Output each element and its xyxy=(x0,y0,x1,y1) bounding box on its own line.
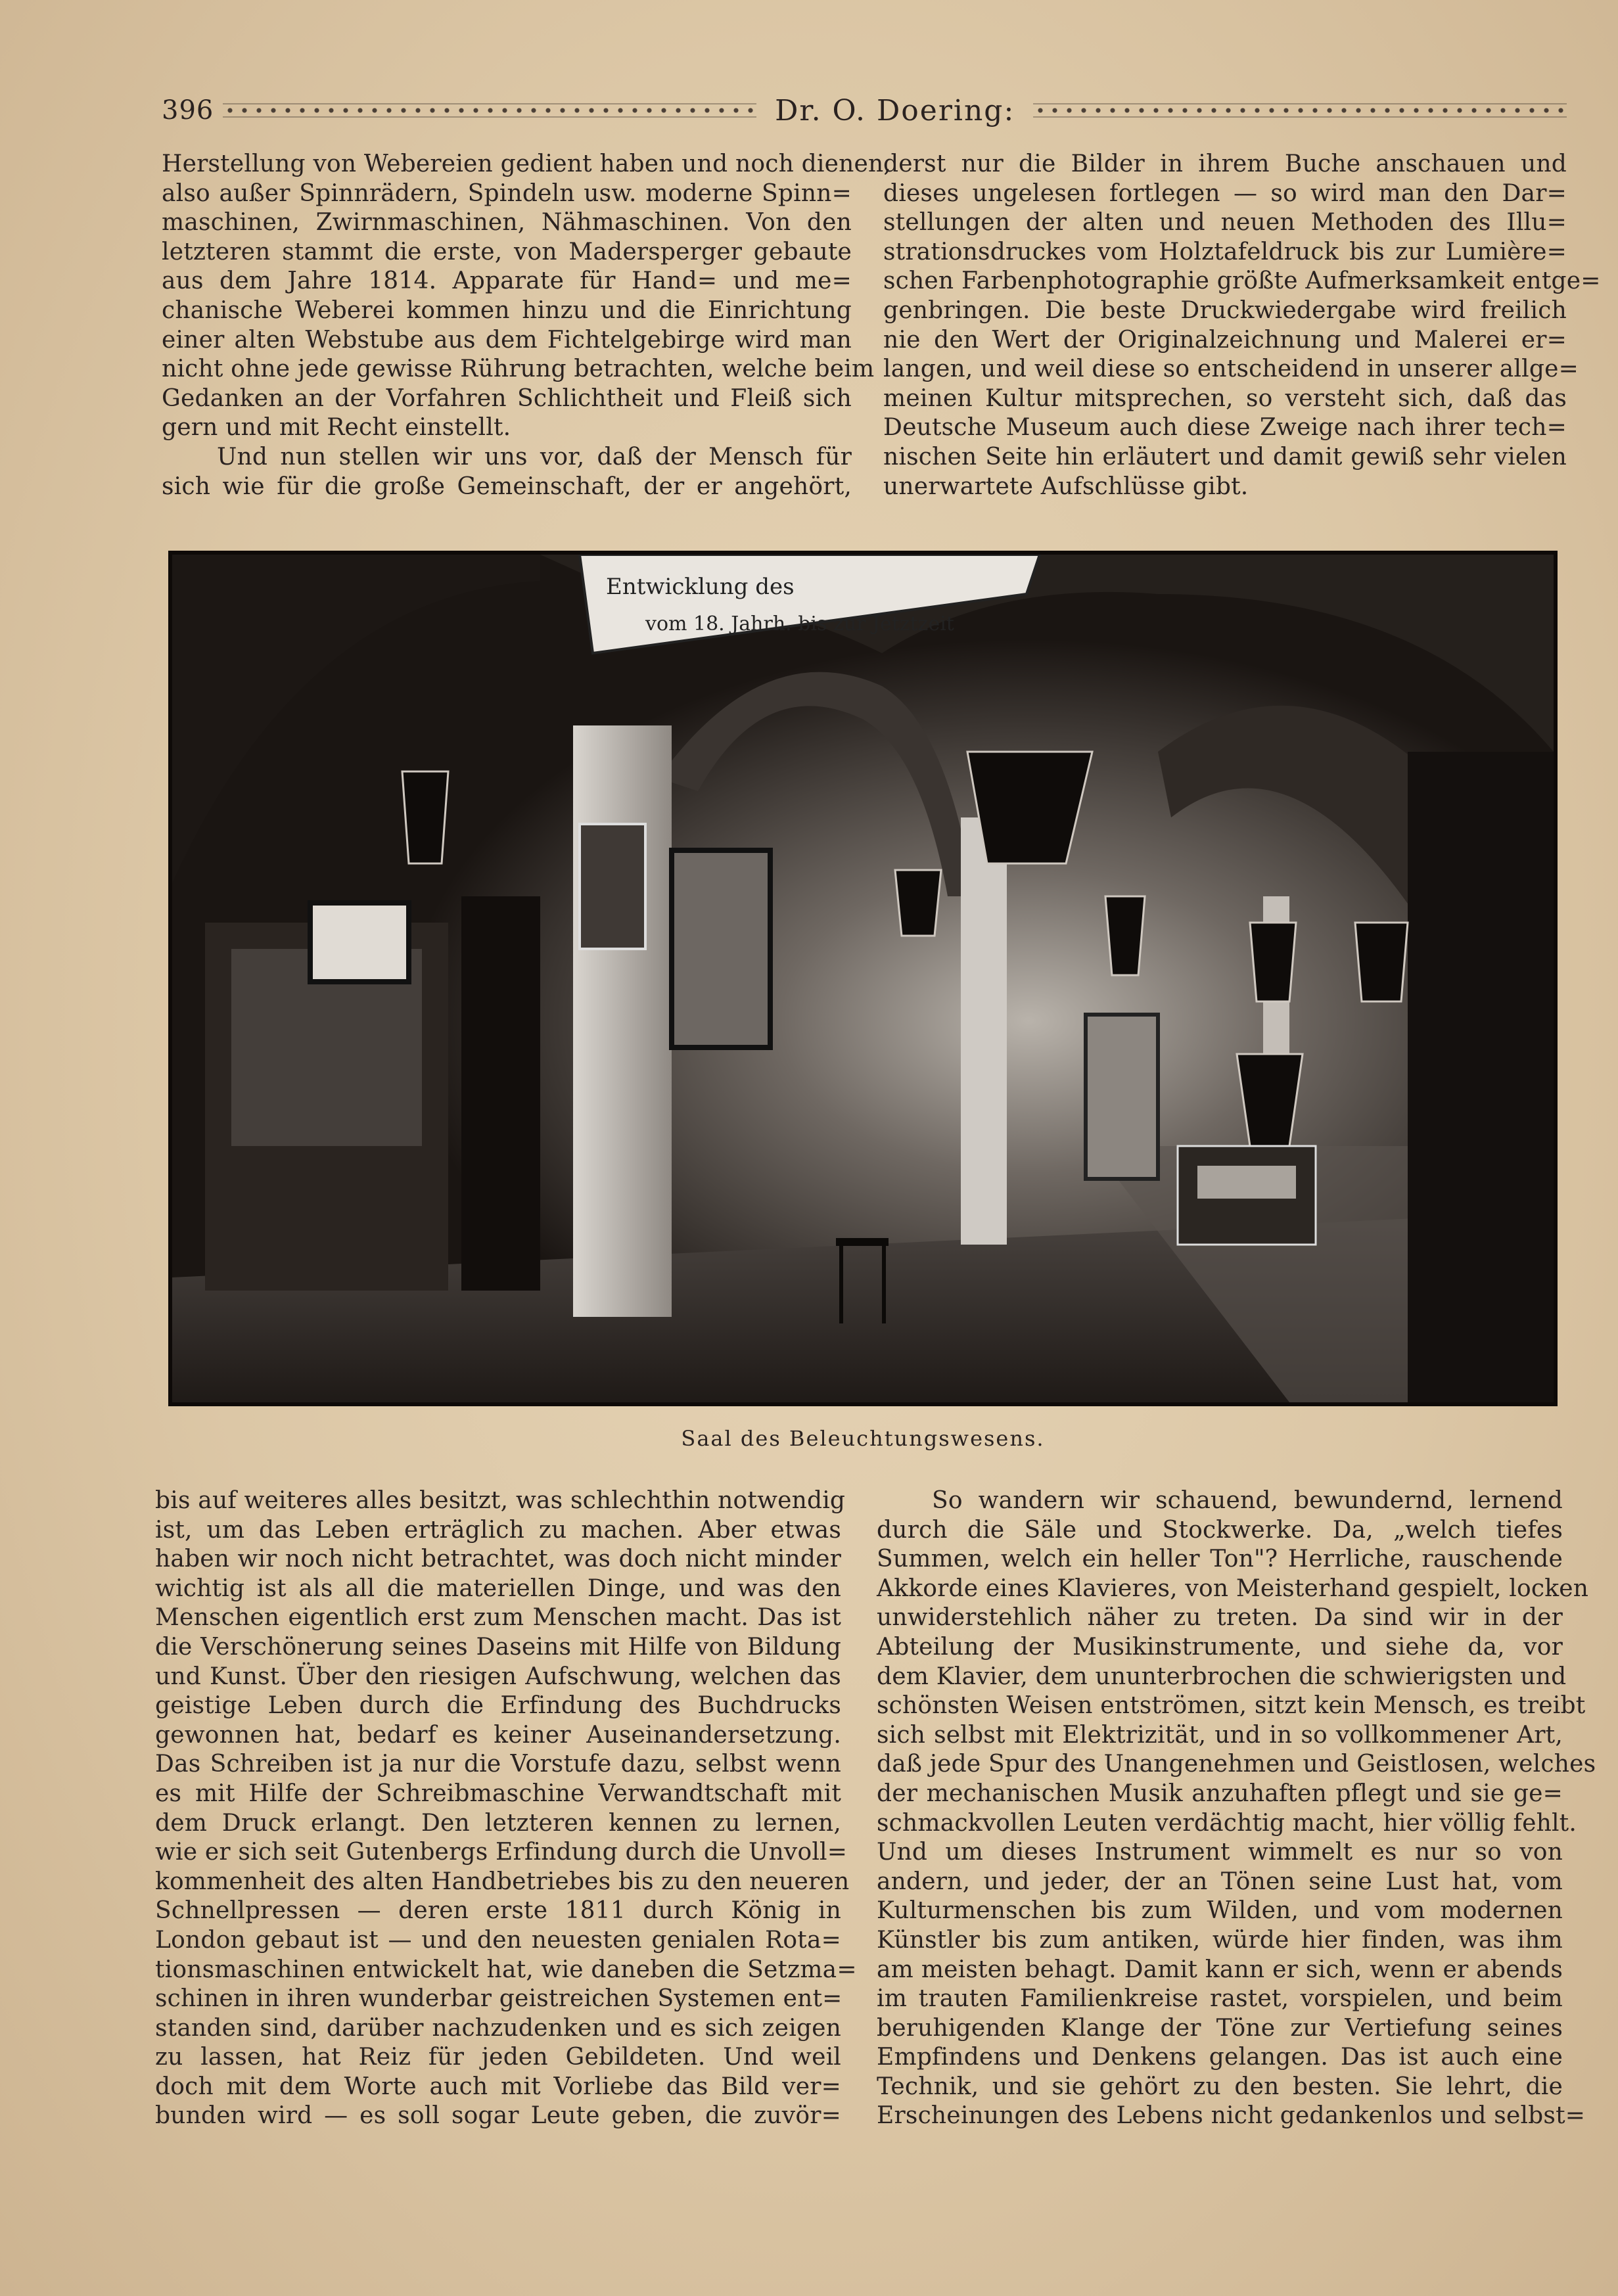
text-line: Menschen eigentlich erst zum Menschen macht. Das ist xyxy=(155,1604,841,1632)
text-line: Und nun stellen wir uns vor, daß der Mensch für xyxy=(217,443,852,471)
text-line: Akkorde eines Klavieres, von Meisterhand gespielt, locken xyxy=(877,1574,1589,1602)
text-line: meinen Kultur mitsprechen, so versteht sich, daß das xyxy=(883,384,1567,412)
text-line: kommenheit des alten Handbetriebes bis zu den neueren xyxy=(155,1868,850,1895)
museum-hall-photograph xyxy=(168,551,1558,1406)
text-line: wie er sich seit Gutenbergs Erfindung durch die Unvoll= xyxy=(155,1839,848,1866)
bottom-right-column xyxy=(877,1486,1596,2131)
banner-text-2: vom 18. Jahrh. bis zur Jetztzeit xyxy=(645,612,954,635)
text-line: Herstellung von Webereien gedient haben und noch dienen, xyxy=(162,150,891,177)
banner-text-1: Entwicklung des xyxy=(606,574,795,600)
text-line: unwiderstehlich näher zu treten. Da sind wir in der xyxy=(877,1604,1563,1632)
bottom-left-column xyxy=(155,1486,857,2131)
text-line: beruhigenden Klange der Töne zur Vertiefung seines xyxy=(877,2014,1563,2042)
text-line: bis auf weiteres alles besitzt, was schlechthin notwendig xyxy=(155,1487,846,1514)
text-line: und Kunst. Über den riesigen Aufschwung, welchen das xyxy=(155,1663,841,1690)
page-number: 396 xyxy=(162,95,214,126)
text-line: dieses ungelesen fortlegen — so wird man den Dar= xyxy=(883,179,1567,207)
text-line: Empfindens und Denkens gelangen. Das ist auch eine xyxy=(877,2044,1563,2071)
text-line: schmackvollen Leuten verdächtig macht, hier völlig fehlt. xyxy=(877,1809,1577,1837)
text-line: strationsdruckes vom Holztafeldruck bis zur Lumière= xyxy=(883,238,1567,265)
text-line: derst nur die Bilder in ihrem Buche anschauen und xyxy=(883,150,1567,177)
text-line: gewonnen hat, bedarf es keiner Auseinandersetzung. xyxy=(155,1721,841,1749)
text-line: So wandern wir schauend, bewundernd, lernend xyxy=(932,1487,1563,1514)
text-line: schinen in ihren wunderbar geistreichen Systemen ent= xyxy=(155,1985,843,2013)
text-line: chanische Weberei kommen hinzu und die Einrichtung xyxy=(162,296,852,324)
text-line: daß jede Spur des Unangenehmen und Geistlosen, welches xyxy=(877,1751,1596,1778)
text-line: schen Farbenphotographie größte Aufmerksamkeit entge= xyxy=(883,267,1601,295)
text-line: nie den Wert der Originalzeichnung und Malerei er= xyxy=(883,326,1567,354)
text-line: gern und mit Recht einstellt. xyxy=(162,414,511,442)
top-right-column xyxy=(883,150,1601,501)
text-line: andern, und jeder, der an Tönen seine Lust hat, vom xyxy=(877,1868,1563,1895)
top-left-column xyxy=(162,150,891,501)
text-line: unerwartete Aufschlüsse gibt. xyxy=(883,472,1249,500)
text-line: dem Druck erlangt. Den letzteren kennen zu lernen, xyxy=(155,1809,841,1837)
running-header xyxy=(162,91,1567,130)
text-line: letzteren stammt die erste, von Madersperger gebaute xyxy=(162,238,852,265)
text-line: Erscheinungen des Lebens nicht gedankenlos und selbst= xyxy=(877,2102,1586,2130)
text-line: also außer Spinnrädern, Spindeln usw. moderne Spinn= xyxy=(162,179,852,207)
text-line: die Verschönerung seines Daseins mit Hilfe von Bildung xyxy=(155,1633,841,1661)
text-line: Das Schreiben ist ja nur die Vorstufe dazu, selbst wenn xyxy=(155,1751,841,1778)
text-line: stellungen der alten und neuen Methoden des Illu= xyxy=(883,209,1567,237)
header-ornament-right xyxy=(1033,103,1567,118)
text-line: Künstler bis zum antiken, würde hier finden, was ihm xyxy=(877,1926,1563,1954)
text-line: dem Klavier, dem ununterbrochen die schwierigsten und xyxy=(877,1663,1567,1690)
text-line: London gebaut ist — und den neuesten genialen Rota= xyxy=(155,1926,841,1954)
text-line: es mit Hilfe der Schreibmaschine Verwandtschaft mit xyxy=(155,1779,841,1807)
text-line: Technik, und sie gehört zu den besten. Sie lehrt, die xyxy=(877,2073,1563,2100)
text-line: tionsmaschinen entwickelt hat, wie daneben die Setzma= xyxy=(155,1956,857,1983)
text-line: standen sind, darüber nachzudenken und es sich zeigen xyxy=(155,2014,841,2042)
text-line: der mechanischen Musik anzuhaften pflegt und sie ge= xyxy=(877,1779,1563,1807)
running-header-author: Dr. O. Doering: xyxy=(775,93,1015,127)
text-line: haben wir noch nicht betrachtet, was doch nicht minder xyxy=(155,1546,841,1573)
header-ornament-left xyxy=(223,103,756,118)
text-line: Summen, welch ein heller Ton"? Herrliche, rauschende xyxy=(877,1546,1563,1573)
text-line: Schnellpressen — deren erste 1811 durch König in xyxy=(155,1897,841,1925)
text-line: Deutsche Museum auch diese Zweige nach ihrer tech= xyxy=(883,414,1567,442)
photo-illustration xyxy=(172,555,1554,1402)
text-line: Gedanken an der Vorfahren Schlichtheit und Fleiß sich xyxy=(162,384,852,412)
text-line: nischen Seite hin erläutert und damit gewiß sehr vielen xyxy=(883,443,1567,471)
text-line: ist, um das Leben erträglich zu machen. Aber etwas xyxy=(155,1516,841,1544)
text-line: zu lassen, hat Reiz für jeden Gebildeten. Und weil xyxy=(155,2044,841,2071)
text-line: geistige Leben durch die Erfindung des Buchdrucks xyxy=(155,1692,841,1720)
text-line: wichtig ist als all die materiellen Dinge, und was den xyxy=(155,1574,841,1602)
text-line: bunden wird — es soll sogar Leute geben, die zuvör= xyxy=(155,2102,841,2130)
text-line: im trauten Familienkreise rastet, vorspielen, und beim xyxy=(877,1985,1563,2013)
text-line: nicht ohne jede gewisse Rührung betrachten, welche beim xyxy=(162,356,875,383)
text-line: schönsten Weisen entströmen, sitzt kein Mensch, es treibt xyxy=(877,1692,1586,1720)
text-line: Kulturmenschen bis zum Wilden, und vom modernen xyxy=(877,1897,1563,1925)
text-line: doch mit dem Worte auch mit Vorliebe das Bild ver= xyxy=(155,2073,841,2100)
figure-caption: Saal des Beleuchtungswesens. xyxy=(681,1426,1045,1451)
text-line: sich wie für die große Gemeinschaft, der er angehört, xyxy=(162,472,852,500)
text-line: einer alten Webstube aus dem Fichtelgebirge wird man xyxy=(162,326,852,354)
text-line: maschinen, Zwirnmaschinen, Nähmaschinen. Von den xyxy=(162,209,852,237)
text-line: am meisten behagt. Damit kann er sich, wenn er abends xyxy=(877,1956,1563,1983)
text-line: sich selbst mit Elektrizität, und in so vollkommener Art, xyxy=(877,1721,1563,1749)
text-line: langen, und weil diese so entscheidend in unserer allge= xyxy=(883,356,1579,383)
text-line: Und um dieses Instrument wimmelt es nur so von xyxy=(877,1839,1563,1866)
text-line: durch die Säle und Stockwerke. Da, „welch tiefes xyxy=(877,1516,1563,1544)
text-line: Abteilung der Musikinstrumente, und siehe da, vor xyxy=(877,1633,1563,1661)
text-line: genbringen. Die beste Druckwiedergabe wird freilich xyxy=(883,296,1567,324)
text-line: aus dem Jahre 1814. Apparate für Hand= und me= xyxy=(162,267,852,295)
